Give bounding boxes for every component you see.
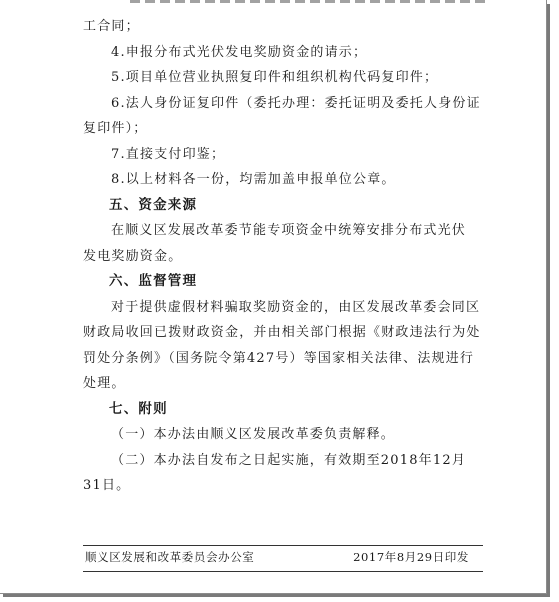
section-heading-supervision: 六、监督管理 (109, 273, 198, 289)
page-shadow-right (547, 4, 550, 597)
document-body (83, 14, 483, 499)
section-heading-funding: 五、资金来源 (109, 196, 198, 213)
paragraph-funding: 在顺义区发展改革委节能专项资金中统筹安排分布式光伏 (111, 223, 467, 238)
paragraph-supervision: 对于提供虚假材料骗取奖励资金的，由区发展改革委会同区 (111, 299, 481, 315)
text-line: 31日。 (83, 478, 131, 493)
text-line: 工合同； (83, 19, 140, 34)
list-item-6: 6.法人身份证复印件（委托办理：委托证明及委托人身份证 (111, 95, 481, 111)
section-heading-appendix: 七、附则 (109, 400, 168, 417)
document-footer (85, 549, 483, 565)
cropped-top-text (130, 0, 490, 3)
footer-office: 顺义区发展和改革委员会办公室 (85, 550, 255, 564)
list-item-4: 4.申报分布式光伏发电奖励资金的请示； (111, 44, 368, 60)
list-item-5: 5.项目单位营业执照复印件和组织机构代码复印件； (111, 70, 439, 85)
footer-date: 2017年8月29日印发 (353, 550, 469, 564)
text-line: 复印件）； (83, 121, 148, 136)
footer-rule-bottom (83, 571, 483, 572)
text-line: 财政局收回已拨财政资金，并由相关部门根据《财政违法行为处 (83, 325, 481, 340)
text-line: 处理。 (83, 376, 126, 391)
list-item-7: 7.直接支付印鉴； (111, 146, 226, 162)
appendix-item-1: （一）本办法由顺义区发展改革委负责解释。 (111, 427, 396, 442)
appendix-item-2: （二）本办法自发布之日起实施，有效期至2018年12月 (111, 452, 467, 468)
footer-rule-top (83, 545, 483, 546)
page-shadow-bottom (3, 594, 550, 597)
text-line: 发电奖励资金。 (83, 248, 183, 264)
list-item-8: 8.以上材料各一份，均需加盖申报单位公章。 (111, 172, 396, 187)
text-line: 罚处分条例》（国务院令第427号）等国家相关法律、法规进行 (83, 350, 475, 366)
